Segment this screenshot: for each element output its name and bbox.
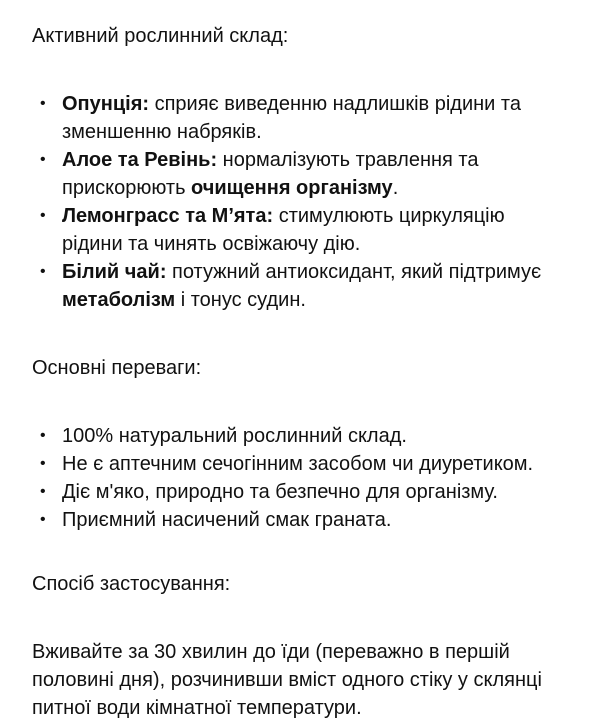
list-item bbox=[32, 258, 562, 314]
ingredient-description-end: . bbox=[392, 177, 399, 199]
ingredient-name: Білий чай: bbox=[62, 261, 167, 283]
ingredient-description: стимулюють циркуляцію рідини та чинять освіжаючу дію. bbox=[62, 205, 505, 255]
ingredient-name: Опунція: bbox=[62, 93, 150, 115]
ingredients-heading: Активний рослинний склад: bbox=[32, 25, 289, 47]
list-item bbox=[32, 202, 562, 258]
bullet-icon: • bbox=[40, 263, 46, 280]
ingredient-description: нормалізують травлення та прискорюють bbox=[62, 149, 479, 199]
bullet-icon: • bbox=[40, 483, 46, 500]
bullet-icon: • bbox=[40, 151, 46, 168]
usage-heading: Спосіб застосування: bbox=[32, 573, 231, 595]
bullet-icon: • bbox=[40, 455, 46, 472]
benefits-list bbox=[32, 422, 597, 534]
ingredients-list bbox=[32, 90, 597, 314]
list-item bbox=[32, 478, 562, 506]
ingredient-description-end: і тонус судин. bbox=[175, 289, 306, 311]
list-item bbox=[32, 506, 562, 534]
bullet-icon: • bbox=[40, 95, 46, 112]
ingredient-highlight: метаболізм bbox=[62, 289, 176, 311]
bullet-icon: • bbox=[40, 511, 46, 528]
benefit-text: 100% натуральний рослинний склад. bbox=[62, 425, 407, 447]
list-item bbox=[32, 146, 562, 202]
bullet-icon: • bbox=[40, 207, 46, 224]
ingredient-name: Лемонграсс та М’ята: bbox=[62, 205, 274, 227]
list-item bbox=[32, 422, 562, 450]
benefits-heading: Основні переваги: bbox=[32, 357, 202, 379]
ingredient-description: потужний антиоксидант, який підтримує bbox=[166, 261, 542, 283]
ingredient-highlight: очищення організму bbox=[191, 177, 393, 199]
list-item bbox=[32, 450, 562, 478]
benefit-text: Не є аптечним сечогінним засобом чи диуретиком. bbox=[62, 453, 534, 475]
ingredient-description: сприяє виведенню надлишків рідини та зменшенню набряків. bbox=[62, 93, 521, 143]
list-item bbox=[32, 90, 562, 146]
ingredient-name: Алое та Ревінь: bbox=[62, 149, 218, 171]
benefit-text: Приємний насичений смак граната. bbox=[62, 509, 392, 531]
bullet-icon: • bbox=[40, 427, 46, 444]
benefit-text: Діє м'яко, природно та безпечно для організму. bbox=[62, 481, 498, 503]
usage-paragraph: Вживайте за 30 хвилин до їди (переважно в першій половині дня), розчинивши вміст одного стіку у склянці питної води кімнатної температури. bbox=[32, 641, 542, 719]
